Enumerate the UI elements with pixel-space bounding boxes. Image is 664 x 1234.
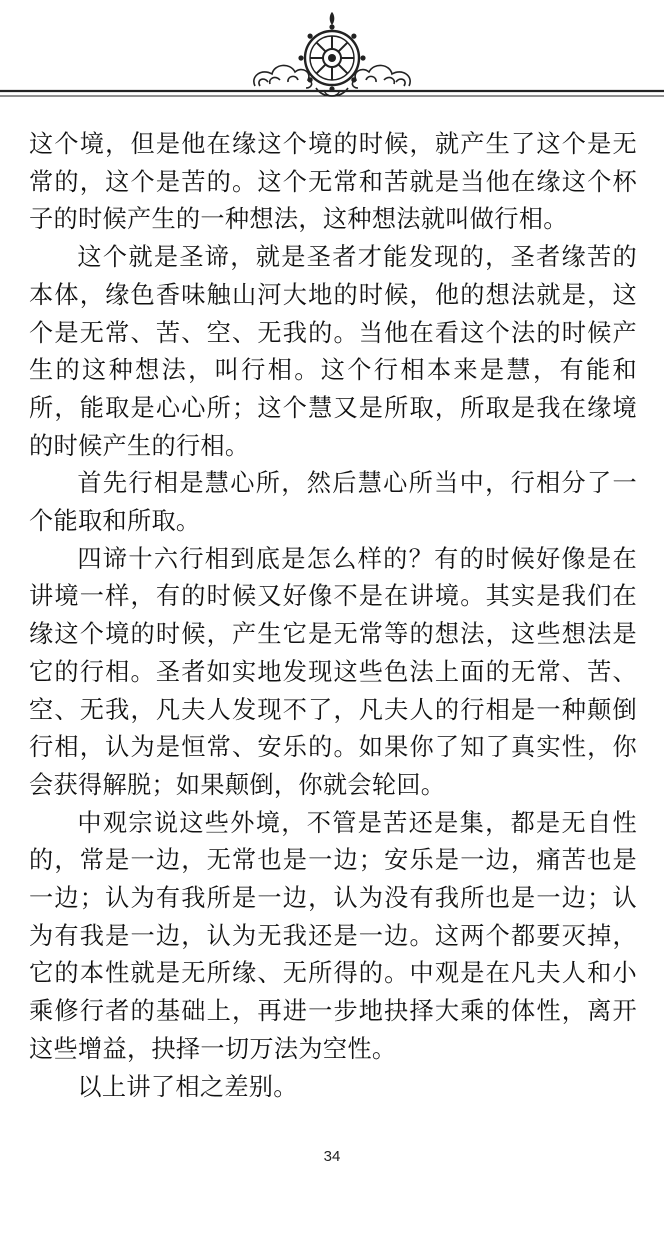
body-paragraph: 这个就是圣谛，就是圣者才能发现的，圣者缘苦的本体，缘色香味触山河大地的时候，他的想法就是，这个是无常、苦、空、无我的。当他在看这个法的时候产生的这种想法，叫行相。这个行相本来是慧，有能和所，能取是心心所；这个慧又是所取，所取是我在缘境的时候产生的行相。 xyxy=(29,243,637,460)
page-header-ornament xyxy=(0,0,664,110)
cloud-left-icon xyxy=(254,65,312,88)
body-paragraph: 首先行相是慧心所，然后慧心所当中，行相分了一个能取和所取。 xyxy=(29,469,637,536)
body-paragraph: 以上讲了相之差别。 xyxy=(77,1072,298,1101)
body-paragraph: 四谛十六行相到底是怎么样的？有的时候好像是在讲境一样，有的时候又好像不是在讲境。其实是我们在缘这个境的时候，产生它是无常等的想法，这些想法是它的行相。圣者如实地发现这些色法上面的无常、苦、空、无我，凡夫人发现不了，凡夫人的行相是一种颠倒行相，认为是恒常、安乐的。如果你了知了真实性，你会获得解脱；如果颠倒，你就会轮回。 xyxy=(29,544,637,799)
body-paragraph: 中观宗说这些外境，不管是苦还是集，都是无自性的，常是一边，无常也是一边；安乐是一边，痛苦也是一边；认为有我所是一边，认为没有我所也是一边；认为有我是一边，认为无我还是一边。这两个都要灭掉，它的本性就是无所缘、无所得的。中观是在凡夫人和小乘修行者的基础上，再进一步地抉择大乘的体性，离开这些增益，抉择一切万法为空性。 xyxy=(29,808,637,1063)
body-paragraph: 这个境，但是他在缘这个境的时候，就产生了这个是无常的，这个是苦的。这个无常和苦就是当他在缘这个杯子的时候产生的一种想法，这种想法就叫做行相。 xyxy=(29,130,637,234)
cloud-right-icon xyxy=(352,65,410,88)
page-number: 34 xyxy=(323,1148,341,1165)
dharma-wheel-icon xyxy=(298,12,365,96)
header-ornament-graphic xyxy=(0,0,664,110)
page-body xyxy=(29,126,637,1106)
